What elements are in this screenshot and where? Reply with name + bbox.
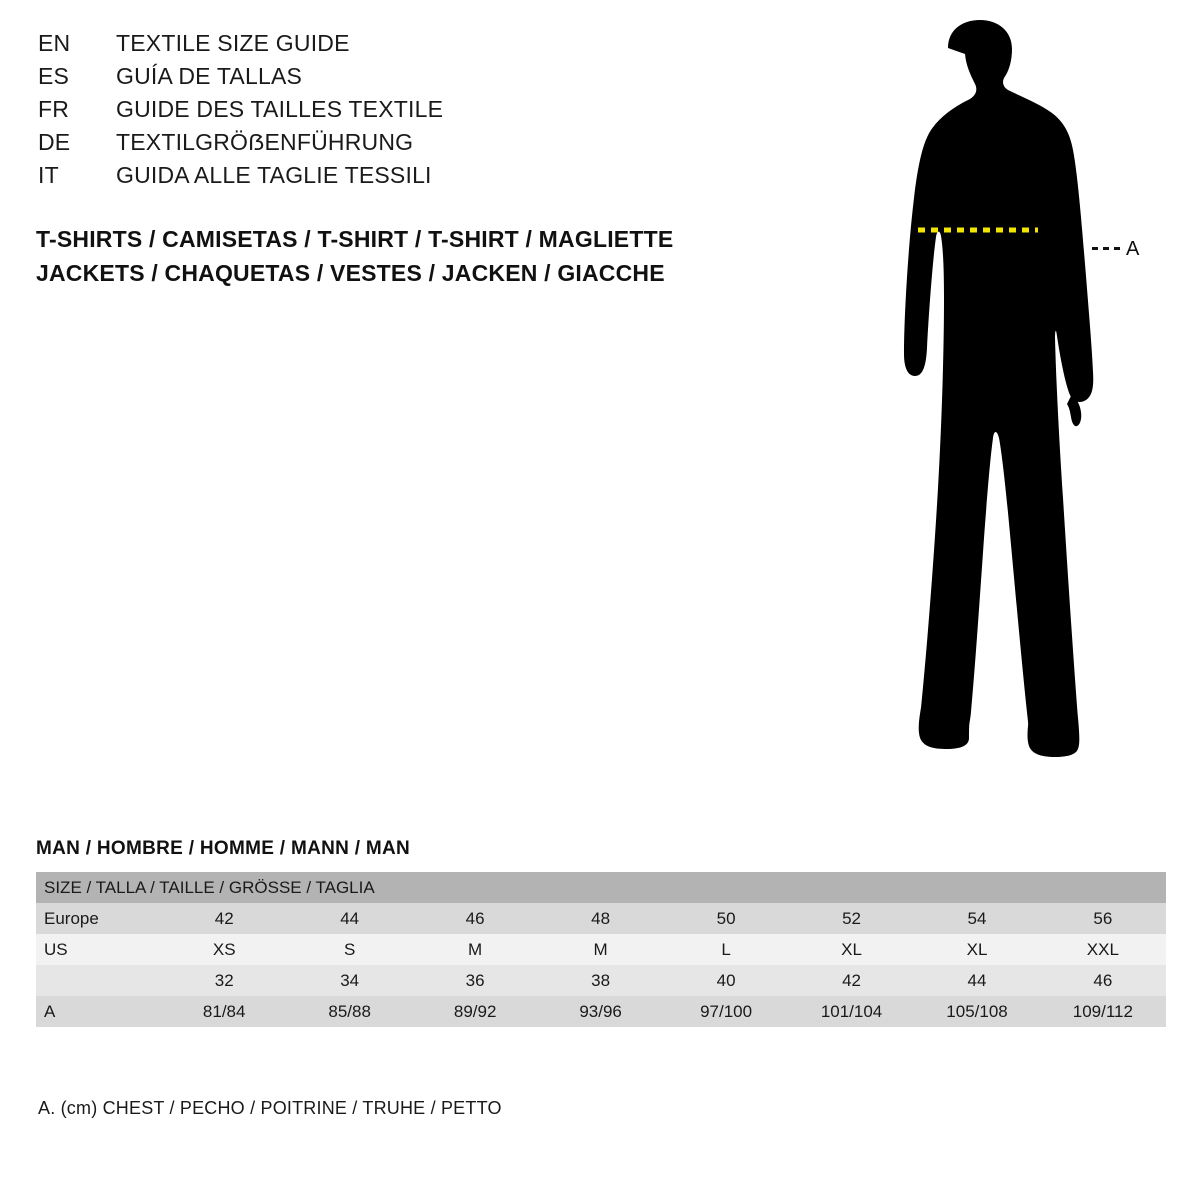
cell: 109/112 (1040, 996, 1166, 1027)
cell: XL (914, 934, 1039, 965)
cell: 44 (287, 903, 412, 934)
cell: 105/108 (914, 996, 1039, 1027)
language-row (38, 63, 798, 96)
cell: M (538, 934, 663, 965)
cell: 32 (161, 965, 286, 996)
category-tshirts: T-SHIRTS / CAMISETAS / T-SHIRT / T-SHIRT / MAGLIETTE (36, 226, 674, 252)
row-label (36, 965, 161, 996)
garment-category-list (36, 222, 796, 290)
table-row (36, 996, 1166, 1027)
cell: 36 (412, 965, 537, 996)
size-table-section (36, 838, 1166, 1027)
cell: 38 (538, 965, 663, 996)
cell: 50 (663, 903, 788, 934)
language-row (38, 129, 798, 162)
measure-label-a: A (1126, 238, 1140, 260)
language-title: TEXTILE SIZE GUIDE (116, 30, 350, 56)
cell: 93/96 (538, 996, 663, 1027)
cell: 48 (538, 903, 663, 934)
cell: 85/88 (287, 996, 412, 1027)
language-row (38, 162, 798, 195)
cell: S (287, 934, 412, 965)
size-table (36, 872, 1166, 1027)
cell: 46 (1040, 965, 1166, 996)
table-row (36, 903, 1166, 934)
table-header-label: SIZE / TALLA / TAILLE / GRÖSSE / TAGLIA (36, 872, 1166, 903)
cell: 97/100 (663, 996, 788, 1027)
category-jackets: JACKETS / CHAQUETAS / VESTES / JACKEN / GIACCHE (36, 260, 665, 286)
language-code: IT (38, 162, 59, 188)
cell: L (663, 934, 788, 965)
cell: XXL (1040, 934, 1166, 965)
language-code: ES (38, 63, 70, 89)
language-code: DE (38, 129, 71, 155)
cell: XS (161, 934, 286, 965)
language-row (38, 30, 798, 63)
language-row (38, 96, 798, 129)
cell: XL (789, 934, 914, 965)
cell: 54 (914, 903, 1039, 934)
table-footnote: A. (cm) CHEST / PECHO / POITRINE / TRUHE / PETTO (38, 1098, 502, 1118)
body-figure (830, 18, 1170, 788)
language-code: FR (38, 96, 70, 122)
cell: 34 (287, 965, 412, 996)
language-title: GUÍA DE TALLAS (116, 63, 303, 89)
row-label: Europe (36, 903, 161, 934)
cell: 56 (1040, 903, 1166, 934)
cell: 81/84 (161, 996, 286, 1027)
male-silhouette-icon (830, 18, 1170, 788)
language-title: GUIDA ALLE TAGLIE TESSILI (116, 162, 432, 188)
language-code: EN (38, 30, 71, 56)
table-header-row (36, 872, 1166, 903)
cell: 89/92 (412, 996, 537, 1027)
cell: M (412, 934, 537, 965)
row-label: US (36, 934, 161, 965)
cell: 40 (663, 965, 788, 996)
language-title: GUIDE DES TAILLES TEXTILE (116, 96, 444, 122)
cell: 42 (161, 903, 286, 934)
table-gender-title: MAN / HOMBRE / HOMME / MANN / MAN (36, 838, 411, 859)
cell: 101/104 (789, 996, 914, 1027)
language-title: TEXTILGRÖẞENFÜHRUNG (116, 129, 414, 155)
cell: 42 (789, 965, 914, 996)
cell: 44 (914, 965, 1039, 996)
language-heading-list (38, 30, 798, 195)
measure-leader-line (1092, 247, 1120, 250)
row-label: A (36, 996, 161, 1027)
cell: 52 (789, 903, 914, 934)
table-row (36, 934, 1166, 965)
cell: 46 (412, 903, 537, 934)
table-row (36, 965, 1166, 996)
